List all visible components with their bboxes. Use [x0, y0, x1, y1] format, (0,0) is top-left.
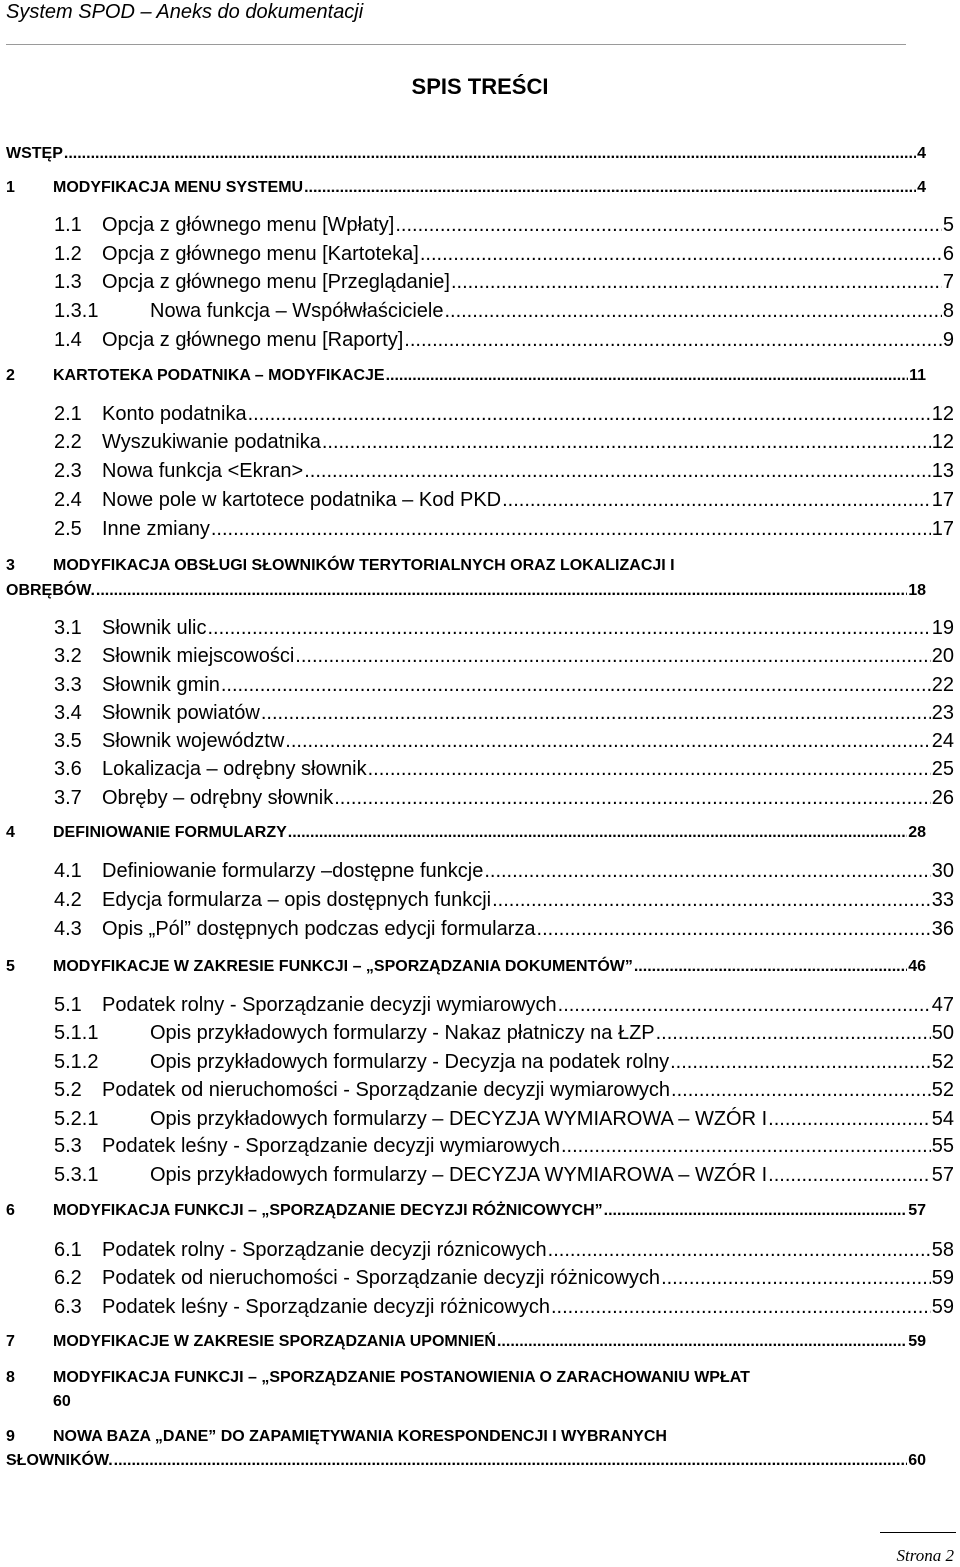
toc-entry-number: 4.3	[54, 918, 82, 940]
toc-entry-title: Słownik powiatów	[102, 702, 260, 724]
toc-entry[interactable]	[6, 1428, 667, 1446]
toc-entry-number: 3.4	[54, 702, 82, 724]
toc-entry-page: 55	[931, 1135, 954, 1157]
toc-entry[interactable]	[54, 300, 954, 323]
toc-entry-number: 2.1	[54, 403, 82, 425]
toc-entry[interactable]	[54, 889, 954, 912]
toc-entry-title: Opis „Pól” dostępnych podczas edycji formularza	[102, 918, 536, 940]
toc-entry[interactable]	[6, 1369, 750, 1387]
toc-entry-page: 18	[908, 582, 926, 599]
toc-entry-title: Słownik miejscowości	[102, 645, 295, 667]
toc-entry[interactable]	[54, 1164, 954, 1187]
toc-leader-dots	[221, 674, 931, 697]
toc-entry[interactable]	[54, 730, 954, 753]
toc-entry-title: Opcja z głównego menu [Przeglądanie]	[102, 271, 450, 293]
toc-entry-page: 28	[908, 824, 926, 841]
toc-entry-page: 58	[931, 1239, 954, 1261]
toc-entry-title: Nowa funkcja <Ekran>	[102, 460, 304, 482]
toc-leader-dots	[295, 645, 930, 668]
toc-leader-dots	[386, 367, 909, 385]
toc-entry-title: Definiowanie formularzy –dostępne funkcje	[102, 860, 484, 882]
toc-entry-title: Opis przykładowych formularzy – DECYZJA WYMIAROWA – WZÓR I	[150, 1108, 768, 1130]
toc-entry-title: Konto podatnika	[102, 403, 247, 425]
toc-entry-title: Podatek od nieruchomości - Sporządzanie decyzji wymiarowych	[102, 1079, 671, 1101]
toc-entry[interactable]	[54, 1135, 954, 1158]
toc-entry-page: 50	[931, 1022, 954, 1044]
toc-entry-page: 52	[931, 1079, 954, 1101]
toc-entry-continuation	[6, 1452, 926, 1470]
toc-entry-title: Inne zmiany	[102, 518, 210, 540]
toc-entry[interactable]	[54, 243, 954, 266]
toc-entry-title: MODYFIKACJE W ZAKRESIE SPORZĄDZANIA UPOMNIEŃ	[53, 1333, 496, 1350]
toc-entry[interactable]	[54, 1079, 954, 1102]
toc-entry-number: 6.3	[54, 1296, 82, 1318]
toc-entry-title: MODYFIKACJA OBSŁUGI SŁOWNIKÓW TERYTORIALNYCH ORAZ LOKALIZACJI I	[53, 557, 675, 574]
toc-entry[interactable]	[6, 1333, 926, 1351]
toc-leader-dots	[604, 1202, 908, 1220]
toc-entry-number: 5.1.2	[54, 1051, 99, 1073]
toc-leader-dots	[304, 460, 931, 483]
toc-entry-page: 19	[931, 617, 954, 639]
toc-entry-number: 3.6	[54, 758, 82, 780]
toc-entry-page: 33	[931, 889, 954, 911]
toc-entry-title: NOWA BAZA „DANE” DO ZAPAMIĘTYWANIA KORESPONDENCJI I WYBRANYCH	[53, 1428, 667, 1445]
toc-leader-dots	[451, 271, 942, 294]
toc-entry[interactable]	[54, 431, 954, 454]
toc-entry-number: 5.1.1	[54, 1022, 99, 1044]
toc-entry[interactable]	[54, 1267, 954, 1290]
toc-entry-page: 60	[53, 1393, 71, 1410]
toc-leader-dots	[768, 1164, 931, 1187]
toc-entry-title: Opcja z głównego menu [Kartoteka]	[102, 243, 419, 265]
toc-entry-title: Podatek leśny - Sporządzanie decyzji wymiarowych	[102, 1135, 560, 1157]
toc-entry-title: MODYFIKACJA FUNKCJI – „SPORZĄDZANIE DECYZJI RÓŻNICOWYCH”	[53, 1202, 603, 1219]
toc-entry-number: 1.3.1	[54, 300, 99, 322]
toc-entry-page: 52	[931, 1051, 954, 1073]
toc-entry-page: 8	[942, 300, 954, 322]
toc-leader-dots	[395, 214, 942, 237]
toc-entry-page: 23	[931, 702, 954, 724]
toc-entry-page: 11	[909, 367, 926, 384]
toc-entry-page: 47	[931, 994, 954, 1016]
page-number: Strona 2	[896, 1546, 954, 1565]
toc-entry-title: Opis przykładowych formularzy - Nakaz płatniczy na ŁZP	[150, 1022, 655, 1044]
toc-entry-number: 2	[6, 367, 15, 384]
toc-entry-number: 3	[6, 557, 15, 574]
toc-leader-dots	[322, 431, 931, 454]
toc-entry-title: KARTOTEKA PODATNIKA – MODYFIKACJE	[53, 367, 385, 384]
toc-entry[interactable]	[54, 1051, 954, 1074]
toc-entry-number: 4.1	[54, 860, 82, 882]
toc-leader-dots	[248, 403, 931, 426]
toc-entry-page: 59	[931, 1296, 954, 1318]
toc-leader-dots	[207, 617, 930, 640]
toc-entry-number: 2.2	[54, 431, 82, 453]
toc-leader-dots	[334, 787, 931, 810]
toc-entry-title: MODYFIKACJA FUNKCJI – „SPORZĄDZANIE POSTANOWIENIA O ZARACHOWANIU WPŁAT	[53, 1369, 750, 1386]
toc-entry[interactable]	[6, 1202, 926, 1220]
toc-entry-number: 5.3	[54, 1135, 82, 1157]
toc-entry-page: 25	[931, 758, 954, 780]
toc-entry[interactable]	[54, 460, 954, 483]
toc-leader-dots	[304, 179, 916, 197]
toc-entry-page: 7	[942, 271, 954, 293]
toc-entry[interactable]	[54, 617, 954, 640]
toc-entry[interactable]	[54, 860, 954, 883]
toc-entry-page: 4	[917, 145, 926, 162]
toc-entry-page: 26	[931, 787, 954, 809]
toc-entry-page: 9	[942, 329, 954, 351]
toc-entry[interactable]	[6, 824, 926, 842]
toc-entry[interactable]	[54, 1296, 954, 1319]
toc-entry-page: 57	[931, 1164, 954, 1186]
toc-leader-dots	[444, 300, 941, 323]
toc-entry-continuation	[6, 582, 926, 600]
toc-entry-page: 6	[942, 243, 954, 265]
toc-entry[interactable]	[54, 918, 954, 941]
toc-entry-title: Opis przykładowych formularzy – DECYZJA WYMIAROWA – WZÓR I	[150, 1164, 768, 1186]
toc-entry-number: 1.4	[54, 329, 82, 351]
toc-entry-number: 2.5	[54, 518, 82, 540]
toc-entry-title: Nowe pole w kartotece podatnika – Kod PKD	[102, 489, 502, 511]
toc-leader-dots	[368, 758, 931, 781]
toc-entry[interactable]	[6, 958, 926, 976]
toc-entry-number: 6.1	[54, 1239, 82, 1261]
toc-entry-number: 3.2	[54, 645, 82, 667]
toc-leader-dots	[671, 1079, 931, 1102]
toc-entry-number: 1.3	[54, 271, 82, 293]
toc-leader-dots	[502, 489, 931, 512]
toc-entry[interactable]	[54, 271, 954, 294]
toc-entry[interactable]	[54, 403, 954, 426]
toc-entry[interactable]	[54, 758, 954, 781]
toc-entry-title: Opcja z głównego menu [Raporty]	[102, 329, 404, 351]
toc-entry[interactable]	[54, 787, 954, 810]
toc-entry-title: Edycja formularza – opis dostępnych funkcji	[102, 889, 492, 911]
toc-entry-page: 59	[931, 1267, 954, 1289]
toc-leader-dots	[558, 994, 931, 1017]
toc-entry-title: Słownik ulic	[102, 617, 207, 639]
toc-entry-number: 2.3	[54, 460, 82, 482]
toc-leader-dots	[261, 702, 931, 725]
toc-entry[interactable]	[54, 1108, 954, 1131]
toc-entry-title: Obręby – odrębny słownik	[102, 787, 334, 809]
toc-entry-page: 12	[931, 431, 954, 453]
toc-entry-title: MODYFIKACJA MENU SYSTEMU	[53, 179, 304, 196]
toc-leader-dots	[768, 1108, 931, 1131]
toc-leader-dots	[497, 1333, 907, 1351]
toc-entry[interactable]	[6, 179, 926, 197]
toc-entry-number: 5.3.1	[54, 1164, 99, 1186]
toc-entry[interactable]	[54, 214, 954, 237]
toc-entry-title-continued: OBRĘBÓW.	[6, 582, 95, 599]
toc-entry-title: Lokalizacja – odrębny słownik	[102, 758, 367, 780]
toc-entry[interactable]	[54, 994, 954, 1017]
toc-entry-number: 3.7	[54, 787, 82, 809]
toc-leader-dots	[285, 730, 930, 753]
toc-entry-title: Podatek rolny - Sporządzanie decyzji wymiarowych	[102, 994, 557, 1016]
toc-entry-page: 22	[931, 674, 954, 696]
toc-entry-title: Opis przykładowych formularzy - Decyzja na podatek rolny	[150, 1051, 670, 1073]
toc-entry-page: 59	[908, 1333, 926, 1350]
toc-entry-number: 3.5	[54, 730, 82, 752]
toc-entry[interactable]	[54, 645, 954, 668]
toc-leader-dots	[561, 1135, 931, 1158]
toc-entry-title: Nowa funkcja – Współwłaściciele	[150, 300, 444, 322]
toc-entry-title: Opcja z głównego menu [Wpłaty]	[102, 214, 395, 236]
toc-leader-dots	[96, 582, 907, 600]
toc-entry-title: Podatek leśny - Sporządzanie decyzji różnicowych	[102, 1296, 550, 1318]
toc-entry-number: 1.2	[54, 243, 82, 265]
toc-entry-number: 2.4	[54, 489, 82, 511]
toc-entry[interactable]	[54, 489, 954, 512]
toc-entry-page: 57	[908, 1202, 926, 1219]
toc-entry[interactable]	[6, 367, 926, 385]
toc-entry-number: 1.1	[54, 214, 82, 236]
toc-leader-dots	[64, 145, 916, 163]
toc-entry-number: 4	[6, 824, 15, 841]
toc-entry-number: 5.2.1	[54, 1108, 99, 1130]
toc-leader-dots	[548, 1239, 931, 1262]
toc-entry-title: Podatek rolny - Sporządzanie decyzji róznicowych	[102, 1239, 547, 1261]
toc-entry-page: 24	[931, 730, 954, 752]
document-header: System SPOD – Aneks do dokumentacji	[6, 1, 364, 23]
toc-leader-dots	[211, 518, 931, 541]
toc-entry-title: MODYFIKACJE W ZAKRESIE FUNKCJI – „SPORZĄDZANIA DOKUMENTÓW”	[53, 958, 633, 975]
footer-rule	[880, 1532, 956, 1533]
toc-entry-title: DEFINIOWANIE FORMULARZY	[53, 824, 287, 841]
toc-leader-dots	[670, 1051, 931, 1074]
toc-entry[interactable]	[6, 145, 926, 163]
toc-entry-number: 1	[6, 179, 15, 196]
toc-entry-page: 46	[908, 958, 926, 975]
toc-entry-title: Słownik gmin	[102, 674, 220, 696]
toc-leader-dots	[656, 1022, 931, 1045]
toc-entry-title: WSTĘP	[6, 145, 63, 162]
toc-entry-page: 20	[931, 645, 954, 667]
toc-leader-dots	[484, 860, 930, 883]
toc-entry[interactable]	[54, 674, 954, 697]
toc-entry-number: 5	[6, 958, 15, 975]
toc-leader-dots	[288, 824, 907, 842]
toc-entry-number: 4.2	[54, 889, 82, 911]
toc-entry-number: 7	[6, 1333, 15, 1350]
toc-entry-number: 6	[6, 1202, 15, 1219]
toc-entry-page: 12	[931, 403, 954, 425]
toc-leader-dots	[420, 243, 942, 266]
toc-entry-title-continued: SŁOWNIKÓW.	[6, 1452, 113, 1469]
toc-leader-dots	[114, 1452, 908, 1470]
toc-leader-dots	[551, 1296, 931, 1319]
toc-leader-dots	[537, 918, 931, 941]
toc-entry-number: 5.1	[54, 994, 82, 1016]
toc-entry-page: 17	[931, 518, 954, 540]
toc-entry-page: 36	[931, 918, 954, 940]
toc-leader-dots	[404, 329, 942, 352]
toc-entry-page: 5	[942, 214, 954, 236]
toc-entry-page: 13	[931, 460, 954, 482]
toc-entry-page: 60	[908, 1452, 926, 1469]
toc-entry-page: 4	[917, 179, 926, 196]
toc-entry-number: 3.1	[54, 617, 82, 639]
toc-entry-title: Wyszukiwanie podatnika	[102, 431, 321, 453]
toc-entry[interactable]	[54, 329, 954, 352]
toc-entry-title: Podatek od nieruchomości - Sporządzanie decyzji różnicowych	[102, 1267, 661, 1289]
toc-entry[interactable]	[6, 557, 926, 575]
toc-entry-number: 5.2	[54, 1079, 82, 1101]
toc-entry-page: 54	[931, 1108, 954, 1130]
toc-title: SPIS TREŚCI	[411, 74, 549, 99]
toc-entry-number: 6.2	[54, 1267, 82, 1289]
toc-entry-page: 30	[931, 860, 954, 882]
toc-leader-dots	[634, 958, 907, 976]
toc-entry[interactable]	[54, 1022, 954, 1045]
toc-leader-dots	[492, 889, 931, 912]
toc-entry[interactable]	[54, 1239, 954, 1262]
toc-entry-number: 3.3	[54, 674, 82, 696]
toc-entry-number: 8	[6, 1369, 15, 1386]
toc-entry-title: Słownik województw	[102, 730, 285, 752]
toc-leader-dots	[661, 1267, 931, 1290]
toc-entry-page: 17	[931, 489, 954, 511]
toc-entry-number: 9	[6, 1428, 15, 1445]
toc-entry[interactable]	[54, 518, 954, 541]
toc-entry[interactable]	[54, 702, 954, 725]
